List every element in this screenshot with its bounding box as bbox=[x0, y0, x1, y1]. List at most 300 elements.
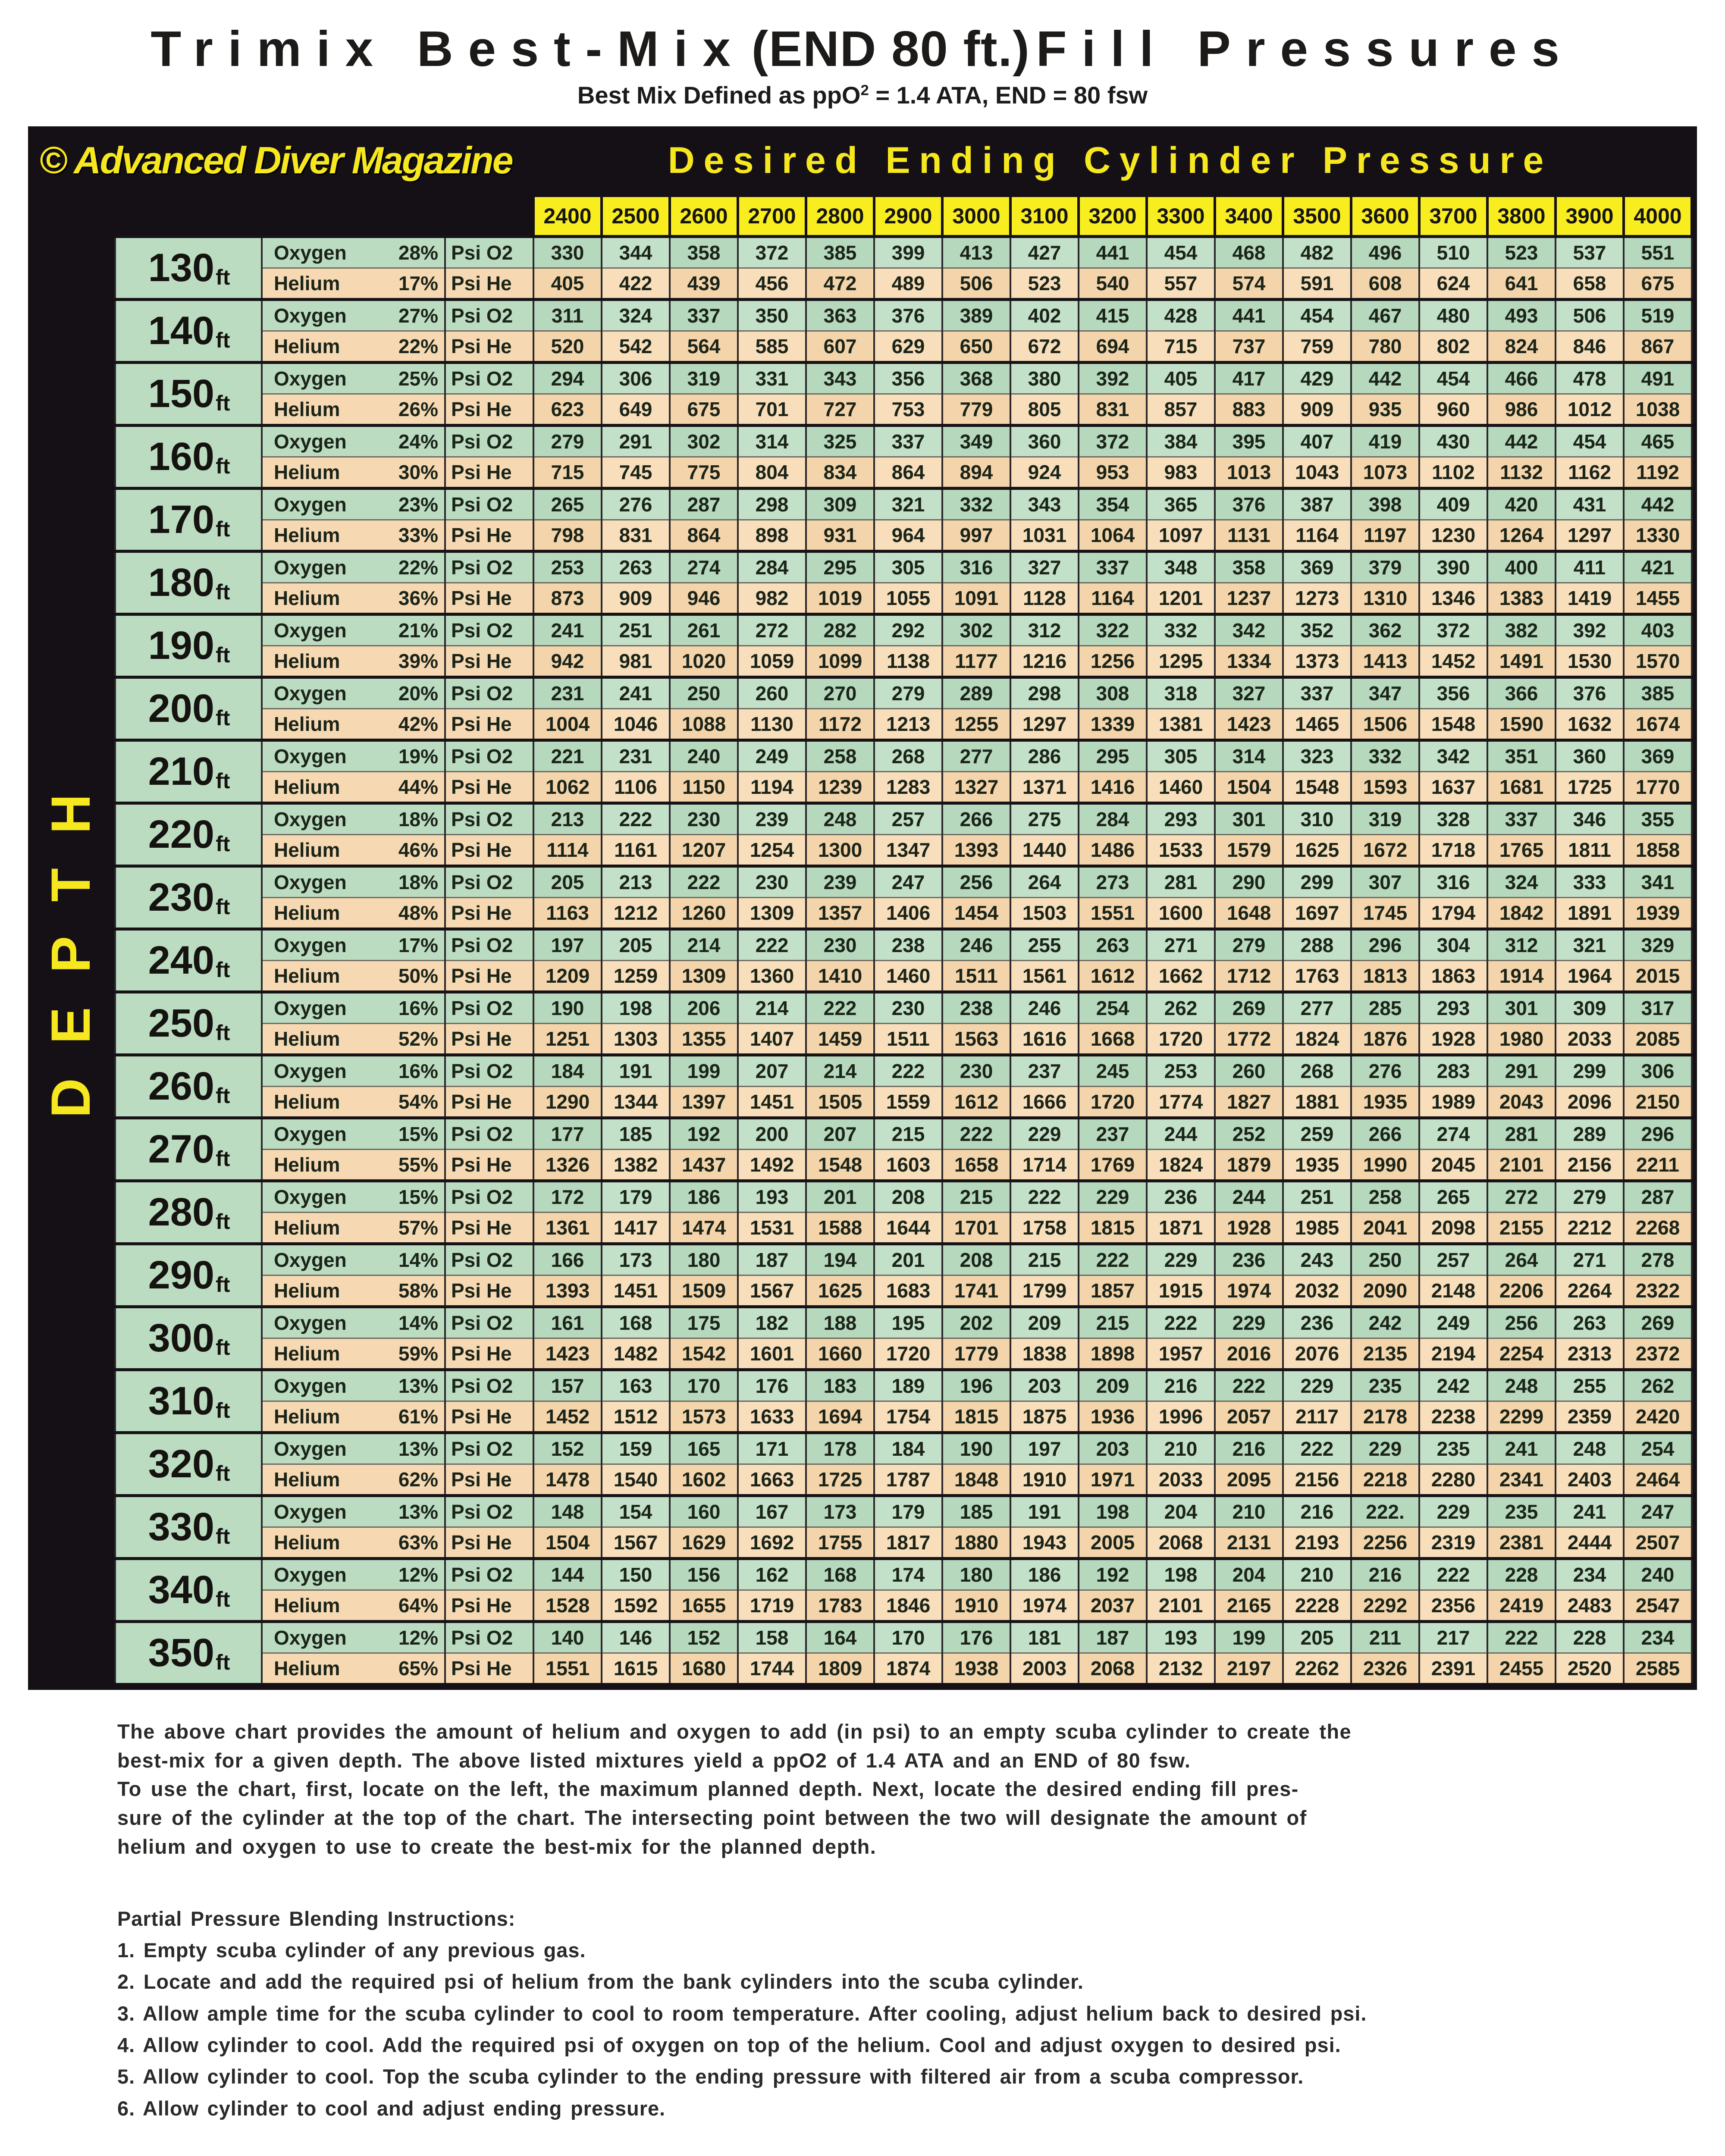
psi-o2-label: Psi O2 bbox=[445, 426, 533, 457]
helium-psi-value: 650 bbox=[942, 331, 1010, 363]
oxygen-psi-value: 411 bbox=[1556, 552, 1624, 583]
helium-psi-value: 1102 bbox=[1419, 457, 1487, 489]
oxygen-psi-value: 183 bbox=[806, 1370, 874, 1401]
psi-o2-label: Psi O2 bbox=[445, 1307, 533, 1338]
oxygen-psi-value: 173 bbox=[602, 1244, 670, 1275]
helium-psi-value: 1361 bbox=[533, 1213, 602, 1244]
helium-psi-value: 1295 bbox=[1147, 646, 1215, 677]
helium-psi-value: 2045 bbox=[1419, 1150, 1487, 1181]
helium-psi-value: 1551 bbox=[533, 1653, 602, 1683]
oxygen-psi-value: 382 bbox=[1487, 614, 1556, 646]
helium-psi-value: 2085 bbox=[1624, 1024, 1692, 1055]
oxygen-psi-value: 259 bbox=[1283, 1118, 1351, 1150]
helium-psi-value: 1714 bbox=[1010, 1150, 1079, 1181]
oxygen-percent: 13% bbox=[385, 1496, 445, 1527]
helium-psi-value: 1138 bbox=[874, 646, 942, 677]
helium-psi-value: 2101 bbox=[1147, 1590, 1215, 1622]
depth-value: 180 bbox=[148, 561, 215, 605]
helium-row bbox=[115, 268, 1692, 300]
helium-psi-value: 520 bbox=[533, 331, 602, 363]
oxygen-psi-value: 372 bbox=[738, 237, 806, 268]
oxygen-percent: 16% bbox=[385, 992, 445, 1024]
oxygen-psi-value: 337 bbox=[1283, 677, 1351, 709]
helium-psi-value: 1059 bbox=[738, 646, 806, 677]
helium-psi-value: 1491 bbox=[1487, 646, 1556, 677]
oxygen-psi-value: 185 bbox=[942, 1496, 1010, 1527]
helium-psi-value: 1344 bbox=[602, 1087, 670, 1118]
oxygen-psi-value: 213 bbox=[602, 866, 670, 898]
oxygen-psi-value: 402 bbox=[1010, 300, 1079, 331]
instructions-list bbox=[117, 1934, 1699, 2124]
helium-psi-value: 1454 bbox=[942, 898, 1010, 929]
helium-psi-value: 1455 bbox=[1624, 583, 1692, 614]
helium-percent: 46% bbox=[385, 835, 445, 866]
helium-row bbox=[115, 772, 1692, 803]
helium-psi-value: 1099 bbox=[806, 646, 874, 677]
oxygen-row bbox=[115, 614, 1692, 646]
helium-psi-value: 1824 bbox=[1283, 1024, 1351, 1055]
helium-psi-value: 2090 bbox=[1351, 1275, 1419, 1307]
oxygen-psi-value: 255 bbox=[1556, 1370, 1624, 1401]
helium-psi-value: 2015 bbox=[1624, 961, 1692, 992]
oxygen-psi-value: 216 bbox=[1147, 1370, 1215, 1401]
oxygen-psi-value: 333 bbox=[1556, 866, 1624, 898]
gas-label-helium: Helium bbox=[262, 835, 385, 866]
oxygen-row bbox=[115, 1181, 1692, 1213]
oxygen-percent: 14% bbox=[385, 1307, 445, 1338]
helium-psi-value: 1088 bbox=[670, 709, 738, 740]
oxygen-psi-value: 235 bbox=[1351, 1370, 1419, 1401]
helium-psi-value: 1373 bbox=[1283, 646, 1351, 677]
banner-title: Desired Ending Cylinder Pressure bbox=[668, 139, 1552, 181]
oxygen-psi-value: 222. bbox=[1351, 1496, 1419, 1527]
oxygen-psi-value: 395 bbox=[1215, 426, 1283, 457]
helium-psi-value: 1666 bbox=[1010, 1087, 1079, 1118]
helium-psi-value: 1680 bbox=[670, 1653, 738, 1683]
helium-psi-value: 1548 bbox=[806, 1150, 874, 1181]
oxygen-psi-value: 478 bbox=[1556, 363, 1624, 394]
oxygen-psi-value: 234 bbox=[1556, 1559, 1624, 1590]
depth-value: 310 bbox=[148, 1379, 215, 1423]
helium-psi-value: 422 bbox=[602, 268, 670, 300]
helium-psi-value: 2218 bbox=[1351, 1464, 1419, 1496]
helium-psi-value: 1744 bbox=[738, 1653, 806, 1683]
gas-label-oxygen: Oxygen bbox=[262, 1559, 385, 1590]
oxygen-psi-value: 301 bbox=[1215, 803, 1283, 835]
oxygen-psi-value: 194 bbox=[806, 1244, 874, 1275]
psi-he-label: Psi He bbox=[445, 1464, 533, 1496]
oxygen-row bbox=[115, 1559, 1692, 1590]
oxygen-psi-value: 292 bbox=[874, 614, 942, 646]
helium-percent: 63% bbox=[385, 1527, 445, 1559]
depth-cell bbox=[115, 1622, 262, 1683]
helium-psi-value: 1939 bbox=[1624, 898, 1692, 929]
oxygen-psi-value: 229 bbox=[1147, 1244, 1215, 1275]
helium-psi-value: 2585 bbox=[1624, 1653, 1692, 1683]
helium-psi-value: 542 bbox=[602, 331, 670, 363]
oxygen-psi-value: 179 bbox=[874, 1496, 942, 1527]
oxygen-psi-value: 240 bbox=[1624, 1559, 1692, 1590]
helium-psi-value: 1600 bbox=[1147, 898, 1215, 929]
oxygen-psi-value: 269 bbox=[1215, 992, 1283, 1024]
oxygen-psi-value: 179 bbox=[602, 1181, 670, 1213]
gas-label-helium: Helium bbox=[262, 772, 385, 803]
oxygen-psi-value: 238 bbox=[874, 929, 942, 961]
oxygen-psi-value: 199 bbox=[670, 1055, 738, 1087]
oxygen-psi-value: 258 bbox=[806, 740, 874, 772]
oxygen-psi-value: 519 bbox=[1624, 300, 1692, 331]
oxygen-psi-value: 178 bbox=[806, 1433, 874, 1464]
psi-o2-label: Psi O2 bbox=[445, 1496, 533, 1527]
gas-label-oxygen: Oxygen bbox=[262, 1622, 385, 1653]
depth-cell bbox=[115, 929, 262, 992]
helium-psi-value: 1451 bbox=[738, 1087, 806, 1118]
depth-cell bbox=[115, 1370, 262, 1433]
psi-o2-label: Psi O2 bbox=[445, 489, 533, 520]
oxygen-psi-value: 331 bbox=[738, 363, 806, 394]
oxygen-psi-value: 217 bbox=[1419, 1622, 1487, 1653]
helium-psi-value: 1055 bbox=[874, 583, 942, 614]
oxygen-psi-value: 180 bbox=[670, 1244, 738, 1275]
gas-label-helium: Helium bbox=[262, 1401, 385, 1433]
oxygen-psi-value: 337 bbox=[1487, 803, 1556, 835]
gas-label-helium: Helium bbox=[262, 709, 385, 740]
oxygen-psi-value: 146 bbox=[602, 1622, 670, 1653]
helium-psi-value: 1460 bbox=[874, 961, 942, 992]
depth-cell bbox=[115, 1496, 262, 1559]
helium-psi-value: 1891 bbox=[1556, 898, 1624, 929]
helium-psi-value: 2228 bbox=[1283, 1590, 1351, 1622]
oxygen-psi-value: 351 bbox=[1487, 740, 1556, 772]
helium-psi-value: 1504 bbox=[1215, 772, 1283, 803]
oxygen-percent: 24% bbox=[385, 426, 445, 457]
oxygen-psi-value: 239 bbox=[806, 866, 874, 898]
oxygen-psi-value: 307 bbox=[1351, 866, 1419, 898]
helium-psi-value: 997 bbox=[942, 520, 1010, 552]
helium-psi-value: 1161 bbox=[602, 835, 670, 866]
oxygen-psi-value: 348 bbox=[1147, 552, 1215, 583]
oxygen-psi-value: 173 bbox=[806, 1496, 874, 1527]
oxygen-psi-value: 271 bbox=[1556, 1244, 1624, 1275]
oxygen-psi-value: 198 bbox=[602, 992, 670, 1024]
helium-psi-value: 1230 bbox=[1419, 520, 1487, 552]
helium-psi-value: 608 bbox=[1351, 268, 1419, 300]
helium-row bbox=[115, 583, 1692, 614]
helium-psi-value: 1616 bbox=[1010, 1024, 1079, 1055]
oxygen-psi-value: 230 bbox=[874, 992, 942, 1024]
oxygen-psi-value: 253 bbox=[533, 552, 602, 583]
oxygen-psi-value: 301 bbox=[1487, 992, 1556, 1024]
pressure-column-header: 3600 bbox=[1351, 196, 1419, 237]
helium-row bbox=[115, 1150, 1692, 1181]
oxygen-psi-value: 193 bbox=[738, 1181, 806, 1213]
description-line: To use the chart, first, locate on the left, the maximum planned depth. Next, locate the desired ending fill pres- bbox=[117, 1777, 1299, 1801]
helium-psi-value: 1357 bbox=[806, 898, 874, 929]
depth-cell bbox=[115, 426, 262, 489]
oxygen-psi-value: 197 bbox=[533, 929, 602, 961]
helium-psi-value: 1935 bbox=[1283, 1150, 1351, 1181]
oxygen-row bbox=[115, 1370, 1692, 1401]
helium-psi-value: 2095 bbox=[1215, 1464, 1283, 1496]
depth-value: 190 bbox=[148, 624, 215, 667]
depth-cell bbox=[115, 300, 262, 363]
oxygen-row bbox=[115, 1433, 1692, 1464]
helium-psi-value: 2132 bbox=[1147, 1653, 1215, 1683]
helium-psi-value: 585 bbox=[738, 331, 806, 363]
oxygen-psi-value: 256 bbox=[942, 866, 1010, 898]
oxygen-psi-value: 324 bbox=[602, 300, 670, 331]
oxygen-psi-value: 296 bbox=[1351, 929, 1419, 961]
oxygen-row bbox=[115, 237, 1692, 268]
helium-psi-value: 1660 bbox=[806, 1338, 874, 1370]
oxygen-psi-value: 420 bbox=[1487, 489, 1556, 520]
pressure-column-header: 3400 bbox=[1215, 196, 1283, 237]
helium-row bbox=[115, 709, 1692, 740]
oxygen-psi-value: 279 bbox=[1215, 929, 1283, 961]
oxygen-psi-value: 275 bbox=[1010, 803, 1079, 835]
oxygen-psi-value: 230 bbox=[670, 803, 738, 835]
helium-psi-value: 1758 bbox=[1010, 1213, 1079, 1244]
gas-label-oxygen: Oxygen bbox=[262, 929, 385, 961]
oxygen-psi-value: 230 bbox=[738, 866, 806, 898]
helium-psi-value: 2033 bbox=[1556, 1024, 1624, 1055]
oxygen-psi-value: 238 bbox=[942, 992, 1010, 1024]
gas-label-helium: Helium bbox=[262, 457, 385, 489]
helium-psi-value: 1590 bbox=[1487, 709, 1556, 740]
helium-psi-value: 675 bbox=[670, 394, 738, 426]
title-part-1: Trimix Best-Mix bbox=[151, 21, 746, 77]
oxygen-psi-value: 163 bbox=[602, 1370, 670, 1401]
oxygen-psi-value: 231 bbox=[602, 740, 670, 772]
depth-cell bbox=[115, 552, 262, 614]
depth-value: 130 bbox=[148, 246, 215, 290]
psi-he-label: Psi He bbox=[445, 772, 533, 803]
oxygen-psi-value: 328 bbox=[1419, 803, 1487, 835]
oxygen-psi-value: 360 bbox=[1556, 740, 1624, 772]
helium-percent: 36% bbox=[385, 583, 445, 614]
helium-psi-value: 1593 bbox=[1351, 772, 1419, 803]
oxygen-psi-value: 314 bbox=[1215, 740, 1283, 772]
depth-unit: ft bbox=[216, 1021, 230, 1045]
helium-psi-value: 675 bbox=[1624, 268, 1692, 300]
helium-psi-value: 1858 bbox=[1624, 835, 1692, 866]
chart-description bbox=[117, 1717, 1699, 1861]
oxygen-psi-value: 154 bbox=[602, 1496, 670, 1527]
oxygen-psi-value: 415 bbox=[1079, 300, 1147, 331]
description-line: sure of the cylinder at the top of the chart. The intersecting point between the two will designate the amount of bbox=[117, 1806, 1307, 1830]
oxygen-psi-value: 241 bbox=[533, 614, 602, 646]
helium-psi-value: 883 bbox=[1215, 394, 1283, 426]
helium-psi-value: 804 bbox=[738, 457, 806, 489]
helium-psi-value: 864 bbox=[670, 520, 738, 552]
oxygen-psi-value: 349 bbox=[942, 426, 1010, 457]
gas-label-helium: Helium bbox=[262, 1464, 385, 1496]
helium-psi-value: 2096 bbox=[1556, 1087, 1624, 1118]
oxygen-psi-value: 271 bbox=[1147, 929, 1215, 961]
oxygen-psi-value: 261 bbox=[670, 614, 738, 646]
helium-psi-value: 1451 bbox=[602, 1275, 670, 1307]
helium-psi-value: 1503 bbox=[1010, 898, 1079, 929]
depth-value: 350 bbox=[148, 1631, 215, 1675]
oxygen-psi-value: 337 bbox=[670, 300, 738, 331]
psi-he-label: Psi He bbox=[445, 898, 533, 929]
helium-psi-value: 1531 bbox=[738, 1213, 806, 1244]
helium-psi-value: 1512 bbox=[602, 1401, 670, 1433]
oxygen-psi-value: 360 bbox=[1010, 426, 1079, 457]
oxygen-psi-value: 295 bbox=[1079, 740, 1147, 772]
helium-psi-value: 846 bbox=[1556, 331, 1624, 363]
oxygen-psi-value: 260 bbox=[738, 677, 806, 709]
oxygen-psi-value: 346 bbox=[1556, 803, 1624, 835]
oxygen-psi-value: 281 bbox=[1487, 1118, 1556, 1150]
helium-row bbox=[115, 646, 1692, 677]
oxygen-psi-value: 355 bbox=[1624, 803, 1692, 835]
oxygen-psi-value: 150 bbox=[602, 1559, 670, 1590]
helium-psi-value: 1567 bbox=[738, 1275, 806, 1307]
helium-psi-value: 1013 bbox=[1215, 457, 1283, 489]
oxygen-row bbox=[115, 489, 1692, 520]
oxygen-psi-value: 398 bbox=[1351, 489, 1419, 520]
helium-psi-value: 1588 bbox=[806, 1213, 874, 1244]
oxygen-psi-value: 454 bbox=[1283, 300, 1351, 331]
oxygen-psi-value: 272 bbox=[738, 614, 806, 646]
helium-psi-value: 1327 bbox=[942, 772, 1010, 803]
gas-label-helium: Helium bbox=[262, 1653, 385, 1683]
oxygen-psi-value: 257 bbox=[874, 803, 942, 835]
oxygen-psi-value: 288 bbox=[1283, 929, 1351, 961]
oxygen-psi-value: 332 bbox=[942, 489, 1010, 520]
oxygen-psi-value: 222 bbox=[1283, 1433, 1351, 1464]
gas-label-helium: Helium bbox=[262, 520, 385, 552]
helium-psi-value: 2131 bbox=[1215, 1527, 1283, 1559]
helium-psi-value: 1309 bbox=[670, 961, 738, 992]
helium-psi-value: 1019 bbox=[806, 583, 874, 614]
helium-psi-value: 1787 bbox=[874, 1464, 942, 1496]
oxygen-psi-value: 551 bbox=[1624, 237, 1692, 268]
oxygen-row bbox=[115, 677, 1692, 709]
depth-unit: ft bbox=[216, 643, 230, 667]
oxygen-psi-value: 251 bbox=[1283, 1181, 1351, 1213]
helium-psi-value: 1309 bbox=[738, 898, 806, 929]
oxygen-row bbox=[115, 1118, 1692, 1150]
helium-psi-value: 780 bbox=[1351, 331, 1419, 363]
oxygen-psi-value: 279 bbox=[533, 426, 602, 457]
depth-value: 230 bbox=[148, 875, 215, 919]
helium-percent: 65% bbox=[385, 1653, 445, 1683]
oxygen-psi-value: 442 bbox=[1351, 363, 1419, 394]
oxygen-psi-value: 229 bbox=[1419, 1496, 1487, 1527]
helium-psi-value: 1633 bbox=[738, 1401, 806, 1433]
helium-psi-value: 1567 bbox=[602, 1527, 670, 1559]
psi-o2-label: Psi O2 bbox=[445, 803, 533, 835]
oxygen-psi-value: 215 bbox=[942, 1181, 1010, 1213]
helium-psi-value: 1192 bbox=[1624, 457, 1692, 489]
oxygen-psi-value: 253 bbox=[1147, 1055, 1215, 1087]
oxygen-psi-value: 369 bbox=[1283, 552, 1351, 583]
oxygen-psi-value: 168 bbox=[602, 1307, 670, 1338]
helium-psi-value: 472 bbox=[806, 268, 874, 300]
oxygen-psi-value: 254 bbox=[1624, 1433, 1692, 1464]
oxygen-psi-value: 200 bbox=[738, 1118, 806, 1150]
oxygen-psi-value: 312 bbox=[1487, 929, 1556, 961]
psi-he-label: Psi He bbox=[445, 331, 533, 363]
psi-he-label: Psi He bbox=[445, 394, 533, 426]
oxygen-psi-value: 277 bbox=[942, 740, 1010, 772]
helium-psi-value: 942 bbox=[533, 646, 602, 677]
helium-psi-value: 1964 bbox=[1556, 961, 1624, 992]
depth-unit: ft bbox=[216, 958, 230, 982]
helium-psi-value: 1410 bbox=[806, 961, 874, 992]
gas-label-oxygen: Oxygen bbox=[262, 992, 385, 1024]
helium-psi-value: 574 bbox=[1215, 268, 1283, 300]
depth-cell bbox=[115, 803, 262, 866]
helium-psi-value: 1423 bbox=[1215, 709, 1283, 740]
depth-unit: ft bbox=[216, 454, 230, 478]
helium-psi-value: 2057 bbox=[1215, 1401, 1283, 1433]
helium-psi-value: 2356 bbox=[1419, 1590, 1487, 1622]
pressure-column-header: 3000 bbox=[942, 196, 1010, 237]
oxygen-psi-value: 157 bbox=[533, 1370, 602, 1401]
oxygen-psi-value: 419 bbox=[1351, 426, 1419, 457]
oxygen-percent: 22% bbox=[385, 552, 445, 583]
helium-psi-value: 1692 bbox=[738, 1527, 806, 1559]
helium-row bbox=[115, 331, 1692, 363]
helium-psi-value: 1779 bbox=[942, 1338, 1010, 1370]
helium-psi-value: 2419 bbox=[1487, 1590, 1556, 1622]
depth-unit: ft bbox=[216, 391, 230, 415]
oxygen-psi-value: 268 bbox=[1283, 1055, 1351, 1087]
oxygen-row bbox=[115, 1622, 1692, 1653]
helium-psi-value: 564 bbox=[670, 331, 738, 363]
oxygen-psi-value: 214 bbox=[738, 992, 806, 1024]
helium-psi-value: 1162 bbox=[1556, 457, 1624, 489]
oxygen-psi-value: 427 bbox=[1010, 237, 1079, 268]
depth-unit: ft bbox=[216, 1084, 230, 1108]
helium-psi-value: 1910 bbox=[1010, 1464, 1079, 1496]
oxygen-psi-value: 176 bbox=[942, 1622, 1010, 1653]
helium-psi-value: 1106 bbox=[602, 772, 670, 803]
helium-row bbox=[115, 1590, 1692, 1622]
helium-psi-value: 1674 bbox=[1624, 709, 1692, 740]
oxygen-psi-value: 290 bbox=[1215, 866, 1283, 898]
helium-psi-value: 727 bbox=[806, 394, 874, 426]
blending-instructions bbox=[117, 1903, 1699, 2124]
helium-psi-value: 623 bbox=[533, 394, 602, 426]
helium-psi-value: 894 bbox=[942, 457, 1010, 489]
oxygen-psi-value: 237 bbox=[1010, 1055, 1079, 1087]
oxygen-psi-value: 296 bbox=[1624, 1118, 1692, 1150]
oxygen-percent: 28% bbox=[385, 237, 445, 268]
depth-unit: ft bbox=[216, 1524, 230, 1548]
helium-psi-value: 1164 bbox=[1079, 583, 1147, 614]
helium-psi-value: 1827 bbox=[1215, 1087, 1283, 1118]
oxygen-psi-value: 242 bbox=[1419, 1370, 1487, 1401]
helium-psi-value: 1794 bbox=[1419, 898, 1487, 929]
oxygen-psi-value: 286 bbox=[1010, 740, 1079, 772]
psi-o2-label: Psi O2 bbox=[445, 1370, 533, 1401]
helium-psi-value: 1413 bbox=[1351, 646, 1419, 677]
pressure-column-header: 2700 bbox=[738, 196, 806, 237]
helium-psi-value: 745 bbox=[602, 457, 670, 489]
helium-psi-value: 1150 bbox=[670, 772, 738, 803]
psi-o2-label: Psi O2 bbox=[445, 552, 533, 583]
oxygen-psi-value: 366 bbox=[1487, 677, 1556, 709]
helium-psi-value: 1283 bbox=[874, 772, 942, 803]
oxygen-psi-value: 140 bbox=[533, 1622, 602, 1653]
oxygen-psi-value: 482 bbox=[1283, 237, 1351, 268]
oxygen-psi-value: 384 bbox=[1147, 426, 1215, 457]
copyright-label: © Advanced Diver Magazine bbox=[39, 139, 512, 182]
